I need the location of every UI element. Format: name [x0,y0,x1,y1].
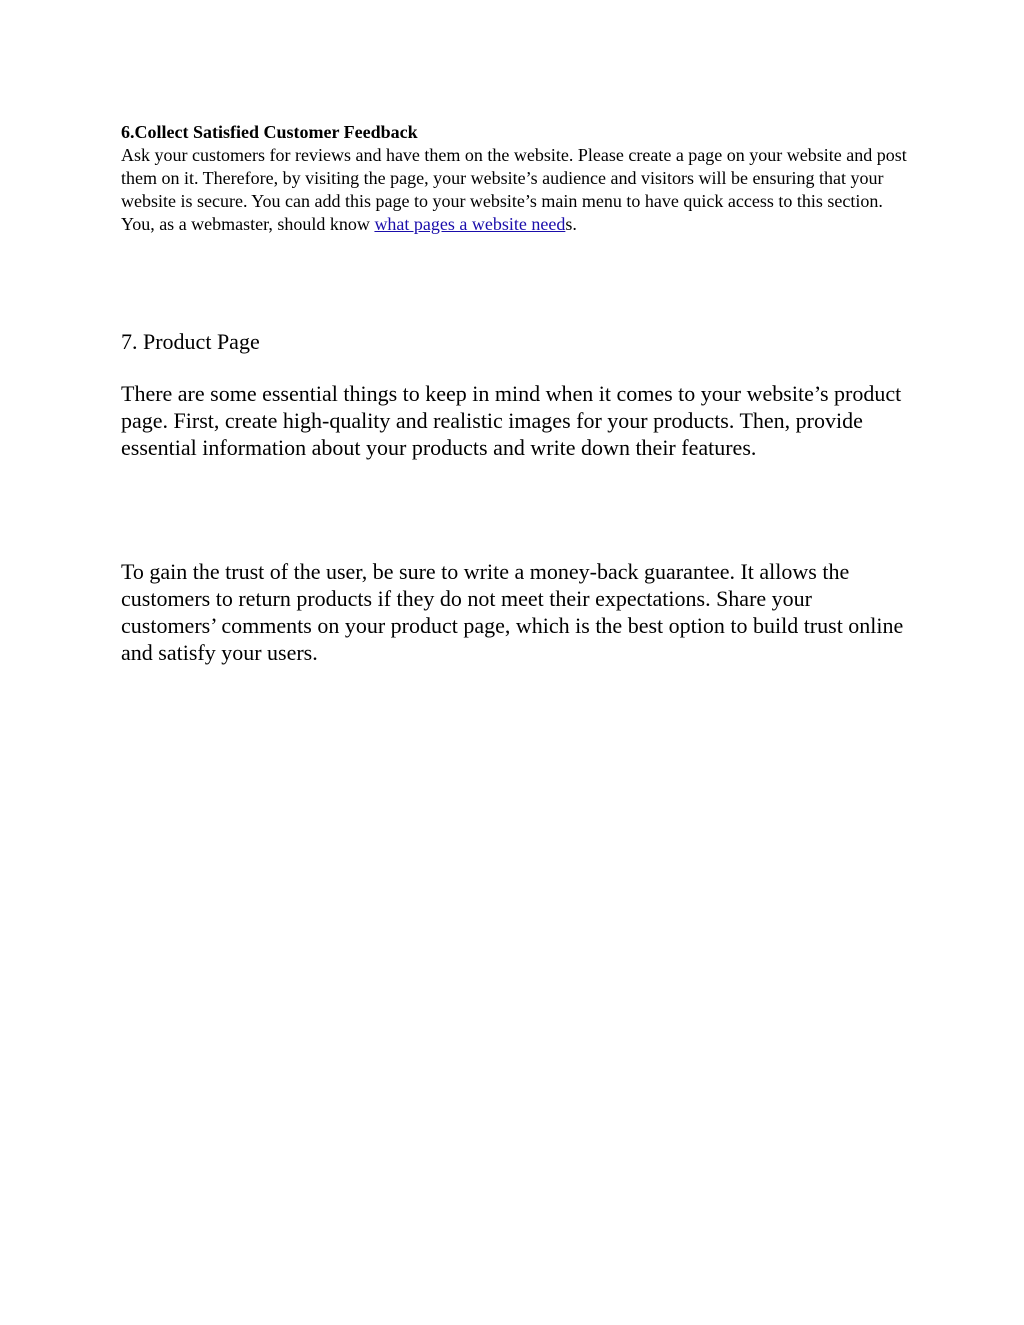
body-text: Ask your customers for reviews and have them on the website. Please create a page on your website and post them on it. Therefore, by visiting the page, your website’s audience and visitors will be ensuring that your website is secure. You can add this page to your website’s main menu to have quick access to this section. You, as a webmaster, should know [121,145,907,234]
section-body [121,144,911,236]
link-suffix: s. [565,214,577,234]
product-page-paragraph: There are some essential things to keep in mind when it comes to your website’s product page. First, create high-quality and realistic images for your products. Then, provide essential information about your products and write down their features. [121,381,902,460]
section-customer-feedback [121,121,911,236]
what-pages-link[interactable]: what pages a website need [374,214,566,234]
product-page-heading: 7. Product Page [121,329,260,354]
document-page [121,121,911,665]
section-heading: 6.Collect Satisfied Customer Feedback [121,122,418,142]
trust-paragraph: To gain the trust of the user, be sure to write a money-back guarantee. It allows the customers to return products if they do not meet their expectations. Share your customers’ comments on your product page, which is the best option to build trust online and satisfy your users. [121,559,904,665]
